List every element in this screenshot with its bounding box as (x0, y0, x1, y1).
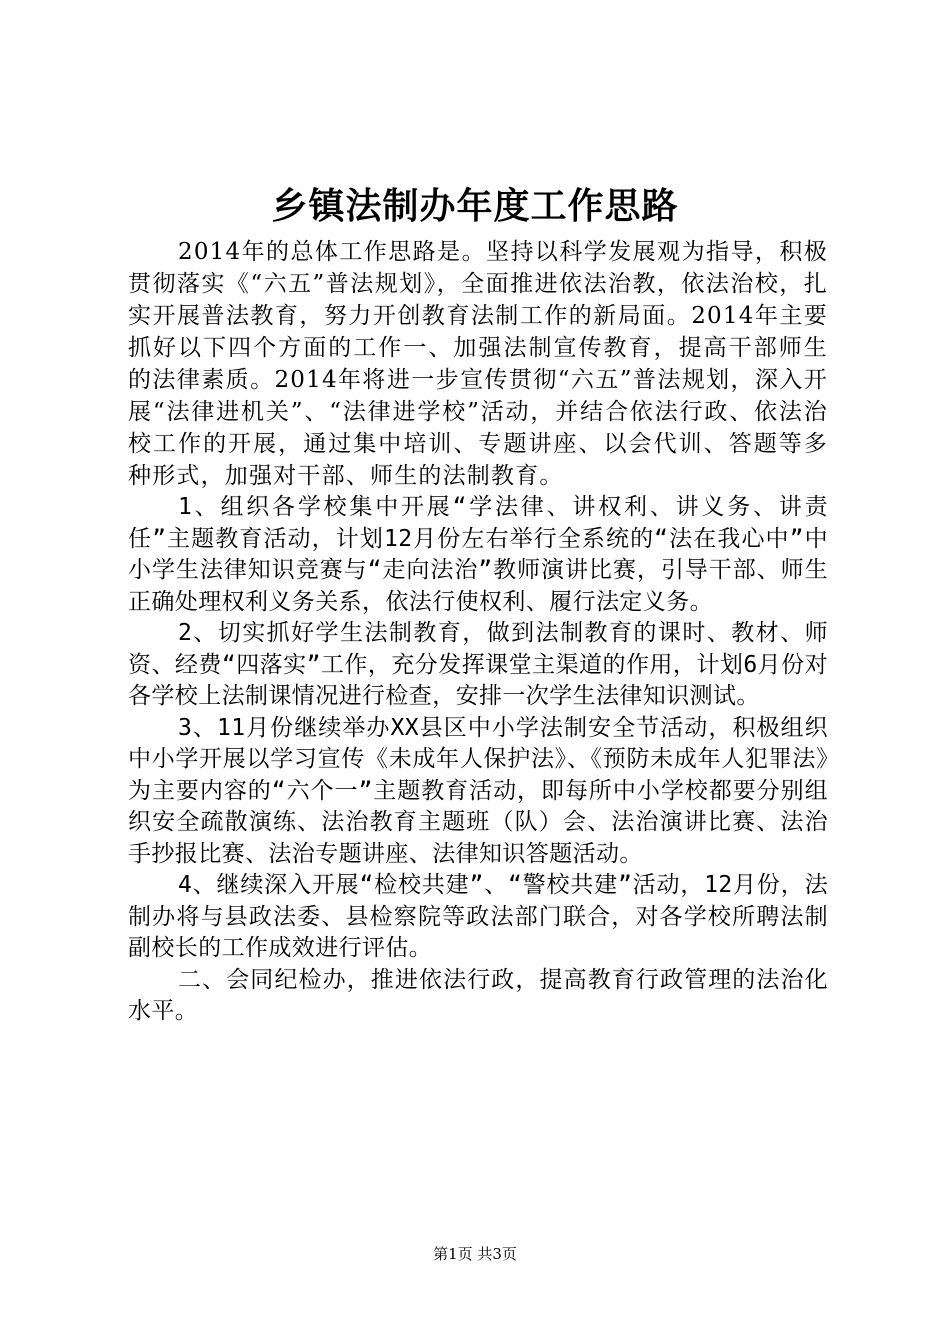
section-two-paragraph: 二、会同纪检办，推进依法行政，提高教育行政管理的法治化水平。 (128, 966, 828, 1024)
item-paragraph-1: 1、组织各学校集中开展“学法律、讲权利、讲义务、讲责任”主题教育活动，计划12月份左右举行全系统的“法在我心中”中小学生法律知识竞赛与“走向法治”教师演讲比赛，引导干部、师生正确处理权利义务关系，依法行使权利、履行法定义务。 (128, 494, 828, 615)
document-body (128, 236, 828, 1028)
page-number-footer: 第1页 共3页 (433, 1245, 517, 1263)
item-paragraph-3: 3、11月份继续举办XX县区中小学法制安全节活动，积极组织中小学开展以学习宣传《未成年人保护法》、《预防未成年人犯罪法》为主要内容的“六个一”主题教育活动，即每所中小学校都要分别组织安全疏散演练、法治教育主题班（队）会、法治演讲比赛、法治手抄报比赛、法治专题讲座、法律知识答题活动。 (128, 714, 828, 867)
intro-paragraph: 2014年的总体工作思路是。坚持以科学发展观为指导，积极贯彻落实《“六五”普法规划》，全面推进依法治教，依法治校，扎实开展普法教育，努力开创教育法制工作的新局面。2014年主要抓好以下四个方面的工作一、加强法制宣传教育，提高干部师生的法律素质。2014年将进一步宣传贯彻“六五”普法规划，深入开展“法律进机关”、“法律进学校”活动，并结合依法行政、依法治校工作的开展，通过集中培训、专题讲座、以会代训、答题等多种形式，加强对干部、师生的法制教育。 (128, 239, 828, 489)
item-paragraph-4: 4、继续深入开展“检校共建”、“警校共建”活动，12月份，法制办将与县政法委、县检察院等政法部门联合，对各学校所聘法制副校长的工作成效进行评估。 (128, 872, 828, 961)
item-paragraph-2: 2、切实抓好学生法制教育，做到法制教育的课时、教材、师资、经费“四落实”工作，充分发挥课堂主渠道的作用，计划6月份对各学校上法制课情况进行检查，安排一次学生法律知识测试。 (128, 620, 828, 709)
document-title: 乡镇法制办年度工作思路 (271, 185, 679, 227)
